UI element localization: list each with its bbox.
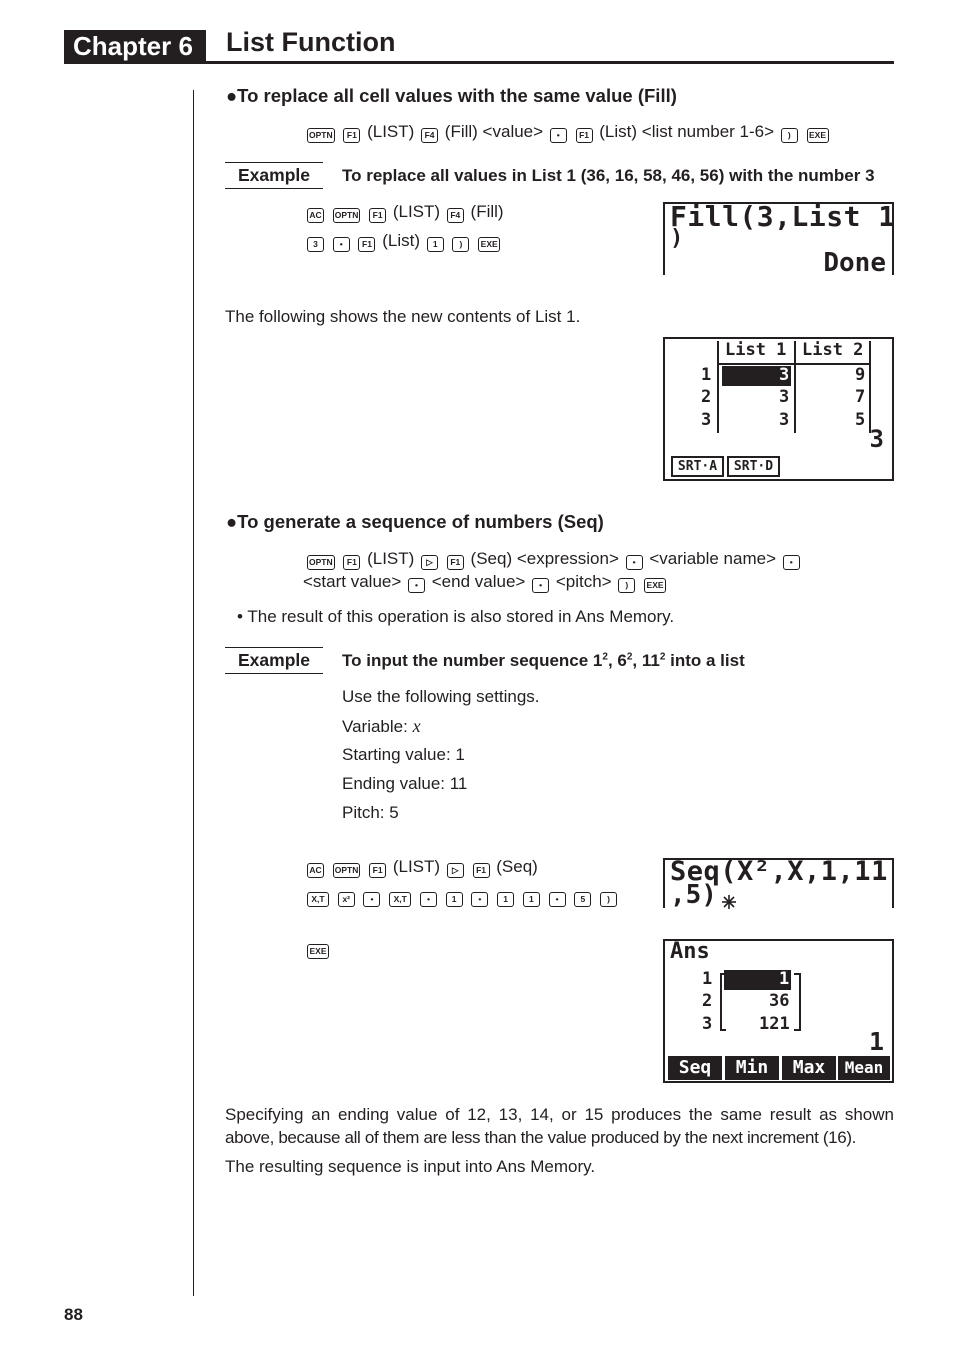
key-cap: 5	[574, 892, 591, 907]
menu-srt-d: SRT·D	[727, 456, 780, 477]
key-cap: •	[550, 128, 567, 143]
key-cap: 1	[427, 237, 444, 252]
key-cap: X,T	[389, 892, 411, 907]
key-cap: x²	[338, 892, 355, 907]
screen-list-value: 3	[869, 425, 884, 453]
key-text: (Seq)	[496, 857, 538, 876]
key-cap: AC	[307, 863, 324, 878]
screen-seq-line2: ,5)	[670, 880, 717, 910]
key-text: (Fill)	[470, 202, 504, 221]
menu-mean: Mean	[838, 1056, 890, 1080]
key-cap: )	[452, 237, 469, 252]
key-text: <end value>	[431, 572, 526, 591]
fill-example-label: Example	[225, 162, 323, 189]
para1-line1: Specifying an ending value of 12, 13, 14, or 15 produces the same result as shown	[225, 1105, 894, 1124]
key-cap: F1	[343, 128, 360, 143]
key-cap: 1	[523, 892, 540, 907]
key-text: (LIST)	[392, 857, 441, 876]
fill-keys-line1	[305, 201, 504, 223]
screen-fill-line1: Fill(3,List 1	[670, 200, 896, 233]
page-number: 88	[64, 1305, 83, 1324]
key-cap: OPTN	[333, 863, 361, 878]
setting-pitch: Pitch: 5	[342, 803, 399, 822]
key-cap: F1	[358, 237, 375, 252]
settings-intro: Use the following settings.	[342, 687, 540, 706]
chapter-label: Chapter 6	[64, 30, 206, 63]
key-text: <pitch>	[555, 572, 612, 591]
key-text: (Seq) <expression>	[470, 549, 619, 568]
key-cap: OPTN	[307, 555, 335, 570]
key-cap: OPTN	[333, 208, 361, 223]
seq-keys-line1	[305, 856, 538, 878]
seq-keys-line3	[305, 937, 331, 959]
key-cap: •	[549, 892, 566, 907]
key-cap: AC	[307, 208, 324, 223]
menu-seq: Seq	[668, 1056, 722, 1080]
key-cap: •	[420, 892, 437, 907]
key-cap: •	[333, 237, 350, 252]
cursor-icon	[721, 894, 737, 910]
key-text: <variable name>	[649, 549, 777, 568]
fill-following-text: The following shows the new contents of List 1.	[225, 307, 581, 326]
seq-keys-line2	[305, 885, 619, 907]
setting-ending: Ending value: 11	[342, 774, 468, 793]
key-cap: F1	[369, 863, 386, 878]
para2: The resulting sequence is input into Ans Memory.	[225, 1157, 596, 1176]
key-cap: X,T	[307, 892, 329, 907]
key-text: (List) <list number 1-6>	[599, 122, 775, 141]
calc-screen-ans: Ans 1 1 2 36 3 121 1 Seq Min Max Mean	[663, 939, 894, 1083]
calc-screen-fill	[663, 200, 896, 278]
seq-syntax-line1	[305, 548, 802, 570]
key-cap: F4	[447, 208, 464, 223]
setting-starting: Starting value: 1	[342, 745, 465, 764]
list2-header: List 2	[802, 340, 864, 360]
key-cap: •	[532, 578, 549, 593]
menu-srt-a: SRT·A	[671, 456, 724, 477]
fill-example-title: To replace all values in List 1 (36, 16, 58, 46, 56) with the number 3	[342, 166, 875, 185]
key-text: (List)	[382, 231, 420, 250]
seq-syntax-line2	[303, 571, 668, 593]
key-cap: F1	[369, 208, 386, 223]
para1-line2: above, because all of them are less than the value produced by the next increment (16).	[225, 1128, 857, 1147]
screen-ans-title: Ans	[670, 939, 710, 964]
menu-min: Min	[725, 1056, 779, 1080]
key-text: (LIST)	[392, 202, 441, 221]
key-cap: EXE	[644, 578, 666, 593]
list1-header: List 1	[725, 340, 787, 360]
screen-seq-line1: Seq(X²,X,1,11	[670, 856, 888, 887]
seq-example-label: Example	[225, 647, 323, 674]
key-text: <start value>	[303, 572, 402, 591]
key-cap: •	[471, 892, 488, 907]
key-cap: F4	[421, 128, 438, 143]
key-cap: ▷	[447, 863, 464, 878]
key-cap: EXE	[478, 237, 500, 252]
key-cap: •	[783, 555, 800, 570]
seq-heading: ●To generate a sequence of numbers (Seq)	[226, 511, 604, 532]
chapter-title: List Function	[226, 27, 396, 57]
key-cap: )	[600, 892, 617, 907]
screen-fill-line2: )	[670, 226, 684, 251]
key-text: (Fill) <value>	[444, 122, 544, 141]
seq-note: • The result of this operation is also stored in Ans Memory.	[237, 607, 675, 626]
fill-syntax	[305, 121, 831, 143]
key-text: (LIST)	[367, 122, 415, 141]
screen-fill-result: Done	[823, 248, 886, 278]
fill-heading: ●To replace all cell values with the same value (Fill)	[226, 85, 677, 106]
key-cap: )	[781, 128, 798, 143]
calc-screen-list-editor: List 1 List 2 1 3 9 2 3 7 3 3 5 3 SRT·A SRT·D	[663, 337, 894, 481]
header-rule	[64, 61, 894, 64]
key-cap: •	[363, 892, 380, 907]
key-text: (LIST)	[367, 549, 415, 568]
key-cap: EXE	[307, 944, 329, 959]
key-cap: F1	[343, 555, 360, 570]
margin-rule	[193, 90, 194, 1296]
key-cap: 3	[307, 237, 324, 252]
key-cap: •	[626, 555, 643, 570]
key-cap: 1	[446, 892, 463, 907]
key-cap: ▷	[421, 555, 438, 570]
menu-max: Max	[782, 1056, 836, 1080]
key-cap: 1	[497, 892, 514, 907]
key-cap: F1	[447, 555, 464, 570]
calc-screen-seq-input	[663, 858, 894, 908]
key-cap: OPTN	[307, 128, 335, 143]
fill-keys-line2	[305, 230, 502, 252]
key-cap: )	[618, 578, 635, 593]
key-cap: EXE	[807, 128, 829, 143]
key-cap: F1	[576, 128, 593, 143]
screen-ans-value: 1	[868, 1027, 884, 1056]
key-cap: •	[408, 578, 425, 593]
seq-example-title: To input the number sequence $1^2$, $6^2$, $11^2$ into a list	[342, 651, 745, 670]
setting-variable: Variable: x	[342, 716, 421, 736]
key-cap: F1	[473, 863, 490, 878]
